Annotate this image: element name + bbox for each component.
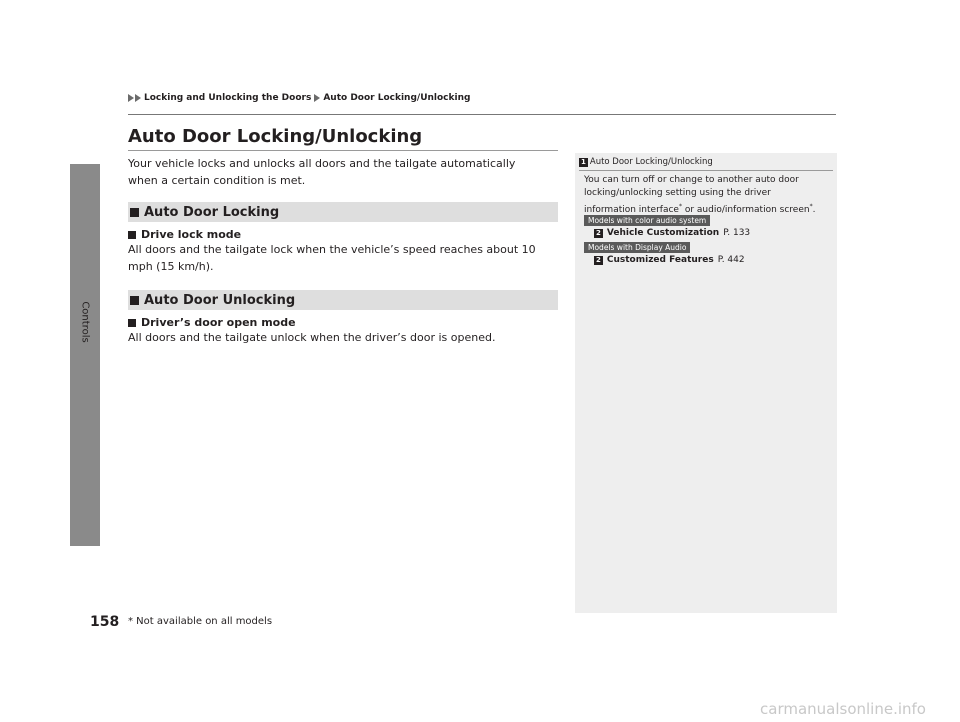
mode-heading-driver-door: Driver’s door open mode (128, 316, 296, 329)
note-body: You can turn off or change to another auto door locking/unlocking setting using the driver information interface* or audio/information screen*. (584, 175, 816, 215)
footnote: * Not available on all models (128, 616, 273, 627)
xref-arrow-icon: 2 (596, 255, 601, 264)
square-bullet-icon (130, 296, 139, 305)
breadcrumb-arrow-icon (314, 94, 320, 102)
drive-lock-text: All doors and the tailgate lock when the vehicle’s speed reaches about 10 mph (15 km/h). (128, 243, 536, 273)
note-divider (579, 170, 833, 171)
breadcrumb (128, 93, 470, 103)
page-number: 158 (90, 614, 120, 630)
note-badge: 1 (581, 157, 586, 166)
section-heading-locking: Auto Door Locking (128, 202, 558, 222)
mode-heading-drive-lock: Drive lock mode (128, 228, 241, 241)
square-bullet-icon (128, 319, 136, 327)
side-tab (70, 164, 100, 546)
breadcrumb-arrow-icon (128, 94, 141, 102)
header-divider (128, 114, 836, 115)
watermark: carmanualsonline.info (760, 700, 926, 718)
breadcrumb-item[interactable]: Auto Door Locking/Unlocking (323, 93, 471, 103)
model-pill-display-audio: Models with Display Audio (584, 242, 690, 253)
xref-vehicle-customization[interactable]: 2 Vehicle Customization P. 133 (596, 228, 751, 238)
xref-arrow-icon: 2 (596, 228, 601, 237)
intro-text: Your vehicle locks and unlocks all doors and the tailgate automatically when a certain condition is met. (128, 157, 516, 187)
side-tab-label: Controls (79, 301, 91, 343)
xref-customized-features[interactable]: 2 Customized Features P. 442 (596, 255, 745, 265)
square-bullet-icon (128, 231, 136, 239)
title-divider (128, 150, 558, 151)
square-bullet-icon (130, 208, 139, 217)
breadcrumb-item[interactable]: Locking and Unlocking the Doors (144, 93, 312, 103)
model-pill-color-audio: Models with color audio system (584, 215, 710, 226)
driver-door-text: All doors and the tailgate unlock when the driver’s door is opened. (128, 331, 496, 344)
section-heading-unlocking: Auto Door Unlocking (128, 290, 558, 310)
note-title: 1 Auto Door Locking/Unlocking (581, 157, 713, 167)
page-title: Auto Door Locking/Unlocking (128, 126, 423, 147)
